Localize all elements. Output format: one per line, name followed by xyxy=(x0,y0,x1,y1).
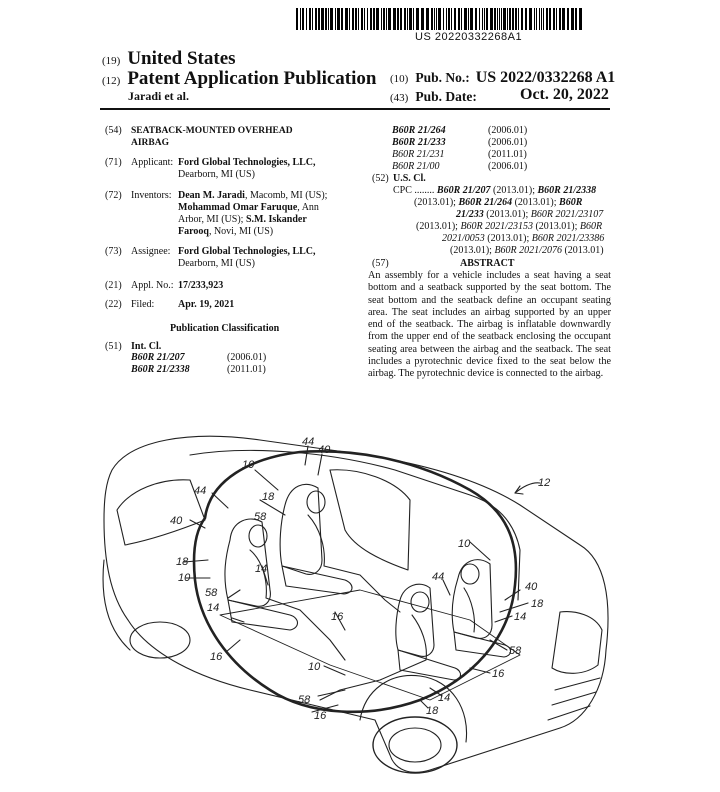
intcl-version: (2006.01) xyxy=(488,137,528,148)
ref-58: 58 xyxy=(298,694,311,706)
airbag-envelope xyxy=(194,451,516,711)
intcl-class: B60R 21/207 xyxy=(131,352,185,363)
cpc-version: (2013.01); xyxy=(532,221,580,232)
inid-22: (22) xyxy=(105,299,122,310)
ref-40: 40 xyxy=(170,515,183,527)
barcode-bar xyxy=(335,8,336,30)
barcode-bar xyxy=(330,8,333,30)
barcode-bar xyxy=(484,8,485,30)
inid-52: (52) xyxy=(372,173,389,184)
seat-3 xyxy=(396,584,434,656)
barcode-bar xyxy=(397,8,399,30)
pub-no-label: Pub. No.: xyxy=(415,70,470,85)
barcode-bar xyxy=(575,8,577,30)
cpc-class: 21/233 xyxy=(456,209,484,220)
barcode-bar xyxy=(475,8,477,30)
barcode-bar xyxy=(352,8,354,30)
cpc-class: B60R 21/207 xyxy=(436,185,491,196)
ref-10: 10 xyxy=(308,661,321,673)
barcode-bar xyxy=(337,8,340,30)
occupant-3 xyxy=(320,615,426,700)
barcode-bar xyxy=(486,8,488,30)
barcode-bar xyxy=(579,8,582,30)
barcode-bar xyxy=(541,8,542,30)
inid-10: (10) xyxy=(390,73,409,85)
barcode-bar xyxy=(370,8,372,30)
barcode-bar xyxy=(302,8,304,30)
ref-14: 14 xyxy=(514,611,527,623)
inid-19: (19) xyxy=(102,55,121,67)
barcode-bar xyxy=(479,8,480,30)
inid-54: (54) xyxy=(105,125,122,136)
intcl-version: (2011.01) xyxy=(488,149,527,160)
cpc-version: (2013.01); xyxy=(416,221,461,232)
intcl-cont-list xyxy=(392,125,542,173)
applicant-label: Applicant: xyxy=(131,157,174,168)
barcode-bar xyxy=(458,8,460,30)
seat-4 xyxy=(452,560,492,639)
barcode-bar xyxy=(426,8,429,30)
cpc-version: (2013.01) xyxy=(561,245,604,256)
barcode-bar xyxy=(296,8,298,30)
barcode-bar xyxy=(312,8,313,30)
barcode-bar xyxy=(529,8,532,30)
ref-10: 10 xyxy=(242,459,255,471)
barcode-bar xyxy=(309,8,311,30)
barcode-bar xyxy=(345,8,348,30)
intcl-row xyxy=(131,352,281,364)
barcode-bar xyxy=(364,8,365,30)
occupant-head-3 xyxy=(411,592,429,612)
barcode-bar xyxy=(400,8,402,30)
barcode-bar xyxy=(507,8,508,30)
pub-no: US 2022/0332268 A1 xyxy=(475,69,616,86)
barcode-bar xyxy=(464,8,467,30)
barcode-bar xyxy=(546,8,548,30)
barcode-bar xyxy=(490,8,493,30)
barcode-bar xyxy=(416,8,419,30)
barcode-bar xyxy=(448,8,450,30)
ref-18: 18 xyxy=(531,598,544,610)
inventor-short: Jaradi et al. xyxy=(128,89,189,103)
inid-43: (43) xyxy=(390,92,409,104)
barcode-bar xyxy=(454,8,456,30)
inid-57: (57) xyxy=(372,258,389,269)
barcode-bar xyxy=(461,8,462,30)
ref-40: 40 xyxy=(525,581,538,593)
inid-73: (73) xyxy=(105,246,122,257)
barcode-bar xyxy=(499,8,500,30)
applicant-name: Ford Global Technologies, LLC, xyxy=(178,157,316,168)
barcode-bar xyxy=(409,8,412,30)
ref-44: 44 xyxy=(194,485,207,497)
applicant xyxy=(178,157,316,181)
title-line-2: AIRBAG xyxy=(131,138,170,148)
barcode-bar xyxy=(376,8,379,30)
barcode-bar xyxy=(536,8,537,30)
occupant-4 xyxy=(464,588,475,632)
inventor-3-cont: Farooq xyxy=(178,226,209,237)
cpc-version: (2013.01); xyxy=(490,185,538,196)
cpc-class: B60R 21/2338 xyxy=(537,185,597,196)
cpc-class: 2021/0053 xyxy=(442,233,485,244)
inventor-3: S.M. Iskander xyxy=(245,214,307,225)
ref-58: 58 xyxy=(509,645,522,657)
barcode-bar xyxy=(373,8,375,30)
intcl-class: B60R 21/264 xyxy=(392,125,446,136)
pub-date-line xyxy=(390,88,477,106)
intcl-version: (2006.01) xyxy=(488,125,528,136)
abstract-heading: ABSTRACT xyxy=(460,258,515,269)
barcode-bar xyxy=(509,8,511,30)
rear-bumper xyxy=(103,560,130,650)
barcode-bar xyxy=(512,8,514,30)
barcode-bar xyxy=(328,8,329,30)
ref-44: 44 xyxy=(302,436,315,448)
barcode-bar xyxy=(543,8,544,30)
ref-14: 14 xyxy=(207,602,220,614)
patent-title xyxy=(131,125,293,149)
barcode-bar xyxy=(503,8,506,30)
barcode-bar xyxy=(434,8,435,30)
header-rule xyxy=(100,108,610,110)
barcode-bar xyxy=(388,8,391,30)
pub-number-line xyxy=(390,69,615,87)
barcode-bar xyxy=(556,8,557,30)
ref-14: 14 xyxy=(438,692,451,704)
ref-14: 14 xyxy=(255,563,268,575)
barcode-bar xyxy=(361,8,363,30)
ref-12: 12 xyxy=(538,477,551,489)
assignee-label: Assignee: xyxy=(131,246,171,257)
barcode-bar xyxy=(438,8,441,30)
title-line-1: SEATBACK-MOUNTED OVERHEAD xyxy=(131,126,293,136)
front-wheel-hub xyxy=(389,728,441,762)
barcode-bar xyxy=(515,8,517,30)
inventor-2-location: , Ann xyxy=(297,202,319,213)
inventor-2-location-cont: Arbor, MI (US); xyxy=(178,214,246,225)
ref-18: 18 xyxy=(262,491,275,503)
inid-21: (21) xyxy=(105,280,122,291)
cpc-label: CPC ........ xyxy=(393,185,435,196)
intcl-list xyxy=(131,352,281,376)
occupant-head-2 xyxy=(307,491,325,513)
intcl-row xyxy=(392,149,542,161)
barcode-bar xyxy=(518,8,519,30)
cpc-class: B60R 2021/23386 xyxy=(531,233,605,244)
barcode-bar xyxy=(431,8,433,30)
ref-10: 10 xyxy=(178,572,191,584)
barcode-bar xyxy=(562,8,565,30)
barcode-bar xyxy=(468,8,469,30)
cpc-class: B60R 2021/23153 xyxy=(460,221,533,232)
seat-2 xyxy=(280,484,322,574)
applicant-location: Dearborn, MI (US) xyxy=(178,169,255,180)
ref-18: 18 xyxy=(176,556,189,568)
inid-71: (71) xyxy=(105,157,122,168)
barcode-bar xyxy=(539,8,540,30)
side-window xyxy=(330,470,410,570)
cpc-version: (2013.01); xyxy=(483,209,531,220)
intcl-class: B60R 21/00 xyxy=(392,161,440,172)
barcode-bar xyxy=(482,8,483,30)
intcl-class: B60R 21/233 xyxy=(392,137,446,148)
barcode-bar xyxy=(393,8,396,30)
barcode-bar xyxy=(534,8,535,30)
inventors-label: Inventors: xyxy=(131,190,172,201)
barcode-bar xyxy=(494,8,496,30)
uscl-label: U.S. Cl. xyxy=(393,173,426,184)
barcode-bar xyxy=(367,8,368,30)
cpc-class: B60R 2021/2076 xyxy=(494,245,562,256)
ref-16: 16 xyxy=(210,651,223,663)
intcl-row xyxy=(131,364,281,376)
ref-58: 58 xyxy=(205,587,218,599)
pub-class-heading: Publication Classification xyxy=(170,323,280,334)
barcode-bar xyxy=(315,8,317,30)
inventor-3-location: , Novi, MI (US) xyxy=(208,226,274,237)
barcode-bar xyxy=(407,8,408,30)
ref-16: 16 xyxy=(492,668,505,680)
cpc-block xyxy=(393,185,611,257)
patent-figure xyxy=(0,400,720,792)
rear-window xyxy=(117,480,205,545)
cpc-class: B60R xyxy=(579,221,603,232)
assignee-location: Dearborn, MI (US) xyxy=(178,258,255,269)
front-grille xyxy=(552,612,602,674)
barcode-bar xyxy=(521,8,523,30)
roof-opening xyxy=(190,450,520,600)
barcode-bar xyxy=(571,8,574,30)
barcode-bar xyxy=(446,8,447,30)
intcl-version: (2006.01) xyxy=(227,352,267,363)
intcl-class: B60R 21/2338 xyxy=(131,364,190,375)
country: United States xyxy=(127,48,236,69)
barcode xyxy=(296,8,586,30)
barcode-bar xyxy=(501,8,502,30)
assignee xyxy=(178,246,316,270)
publication-type: Patent Application Publication xyxy=(127,68,377,89)
occupant-head-1 xyxy=(249,525,267,547)
barcode-bar xyxy=(451,8,452,30)
barcode-bar xyxy=(386,8,387,30)
barcode-bar xyxy=(300,8,301,30)
barcode-bar xyxy=(421,8,424,30)
intcl-class: B60R 21/231 xyxy=(392,149,445,160)
intcl-version: (2006.01) xyxy=(488,161,528,172)
inid-12: (12) xyxy=(102,75,121,87)
pub-date: Oct. 20, 2022 xyxy=(520,86,609,103)
barcode-bar xyxy=(436,8,437,30)
inventors xyxy=(178,190,327,238)
ref-18: 18 xyxy=(426,705,439,717)
barcode-number: US 20220332268A1 xyxy=(415,31,523,43)
inventor-1: Dean M. Jaradi xyxy=(178,190,245,201)
ref-16: 16 xyxy=(331,611,344,623)
cpc-class: B60R 21/264 xyxy=(458,197,513,208)
ref-44: 44 xyxy=(432,571,445,583)
barcode-bar xyxy=(325,8,327,30)
cpc-class: B60R 2021/23107 xyxy=(530,209,604,220)
barcode-bar xyxy=(567,8,569,30)
inid-72: (72) xyxy=(105,190,122,201)
barcode-bar xyxy=(383,8,385,30)
ref-10: 10 xyxy=(458,538,471,550)
floor-plate xyxy=(220,590,520,700)
barcode-bar xyxy=(497,8,498,30)
appl-no-label: Appl. No.: xyxy=(131,280,174,291)
intcl-row xyxy=(392,125,542,137)
cpc-class: B60R xyxy=(559,197,583,208)
ref-58: 58 xyxy=(254,511,267,523)
barcode-bar xyxy=(358,8,359,30)
appl-no: 17/233,923 xyxy=(178,280,224,291)
intcl-version: (2011.01) xyxy=(227,364,266,375)
cpc-version: (2013.01); xyxy=(450,245,495,256)
barcode-bar xyxy=(318,8,320,30)
intcl-row xyxy=(392,137,542,149)
ref-40: 40 xyxy=(318,444,331,456)
barcode-bar xyxy=(341,8,343,30)
cpc-version: (2013.01); xyxy=(512,197,560,208)
cpc-version: (2013.01); xyxy=(484,233,532,244)
barcode-bar xyxy=(381,8,382,30)
barcode-bar xyxy=(443,8,444,30)
barcode-bar xyxy=(413,8,414,30)
filed-label: Filed: xyxy=(131,299,155,310)
occupant-head-4 xyxy=(461,564,479,584)
filed-date: Apr. 19, 2021 xyxy=(178,299,235,310)
header-pubtype-line xyxy=(102,68,376,90)
abstract-text: An assembly for a vehicle includes a seat having a seat bottom and a seatback supported by the seat bottom. The seat bottom and the seatback define an occupant seating area. The seat includes an airbag supported by an upper end of the seatback. The airbag is inflatable downwardly from the upper end of the seatback enclosing the occupant seating area between the airbag and the seatback. The seat includes a pyrotechnic device fixed to the seat below the airbag. The pyrotechnic device is connected to the airbag. xyxy=(368,270,611,380)
assignee-name: Ford Global Technologies, LLC, xyxy=(178,246,316,257)
barcode-bar xyxy=(470,8,473,30)
barcode-bar xyxy=(559,8,561,30)
header-country-line xyxy=(102,48,236,70)
barcode-bar xyxy=(321,8,324,30)
intcl-label: Int. Cl. xyxy=(131,341,162,352)
intcl-row xyxy=(392,161,542,173)
barcode-bar xyxy=(355,8,357,30)
barcode-bar xyxy=(306,8,307,30)
barcode-bar xyxy=(549,8,551,30)
barcode-bar xyxy=(349,8,350,30)
barcode-bar xyxy=(553,8,555,30)
cpc-version: (2013.01); xyxy=(414,197,459,208)
inventor-1-location: , Macomb, MI (US); xyxy=(244,190,328,201)
barcode-bar xyxy=(404,8,406,30)
barcode-bar xyxy=(525,8,527,30)
ref-16: 16 xyxy=(314,710,327,722)
inventor-2: Mohammad Omar Faruque xyxy=(178,202,298,213)
pub-date-label: Pub. Date: xyxy=(415,89,477,104)
inid-51: (51) xyxy=(105,341,122,352)
